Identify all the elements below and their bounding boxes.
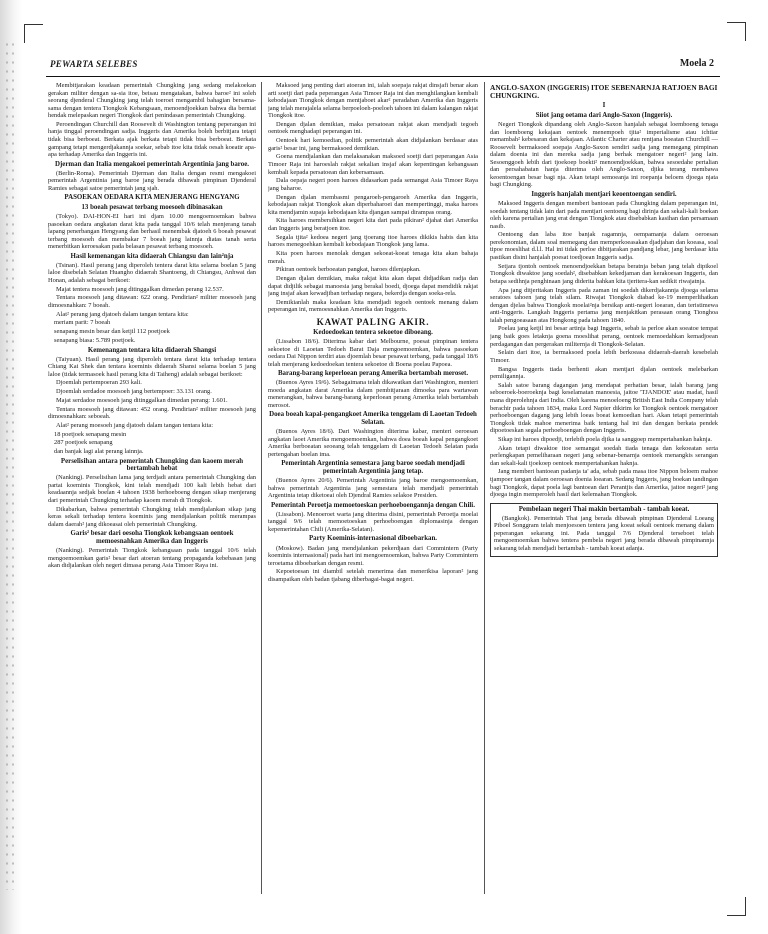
paragraph: Sikap ini haroes dipoedji, terlebih poela djika ia sanggoep mempertahankan haknja.: [498, 435, 713, 443]
scan-noise: [4, 40, 14, 890]
headline-peroetja-chili: Pemerintah Peroetja memoetoeskan perhoeboengannja dengan Chili.: [271, 501, 475, 509]
column-rule-1: [261, 82, 262, 894]
subheadline-anglo-saxon-aim: Siiot jang oetama dari Anglo-Saxon (Inggeris).: [535, 111, 673, 119]
paragraph: Majat tentera moesoeh jang ditinggalkan dimedan perang 12.537.: [56, 285, 224, 293]
headline-argentinia-government: Pemerintah Argentinia semestara jang baroe soedah mendjadi pemerintah Argentinia jang tetap.: [281, 460, 465, 475]
paragraph: Djoemlah serdadoe moesoeh jang bertempoer: 33.131 orang.: [56, 388, 212, 396]
column-1: [48, 82, 256, 900]
paragraph: Negeri Tiongkok dipandang oleh Anglo-Saxon hanjalah sebagai loemboeng tenaga dan loemboeng kekajaan oentoek menempoeh tjita² imperialisme atau ichtiar menambah² kebesaran dan kekajaan. Atlantic Charter atau rentjana boeatan Churchill — Roosevelt bermaksoed soepaja Anglo-Saxon sendiri sadja jang memegang pimpinan dalam doenia ini dan mereka sadja jang berhak mengatoer negeri² jang lain. Sesoenggoeh lebih dari tjoekoep boekti² menoendjoekkan, bahwa sesoedahe pertalian dan persahabatan hanja diterima oleh Anglo-Saxon, djika terang membawa keoentoengan besar bagi nja. Akan tetapi semoeanja ini roepanja beloem djoega njata bagi Chungking.: [490, 120, 718, 189]
paragraph: (Buenos Ayres 20/6). Pemerintah Argentinia jang baroe mengoemoemkan, bahwa pemerintah Argentinia jang semestara telah mendjadi pemerintah Argentinia tetap diketoeai oleh Djendral Ramies selakoe Presiden.: [268, 477, 478, 500]
list-item: dan banjak lagi alat perang lainnja.: [54, 448, 144, 456]
paragraph: Apa jang ditjeritakan Inggeris pada zaman ini soedah dikerdjakannja djoega selama seratoes tahoen jang telah silam. Riwajat Tiongkok diabad ke-19 memperlihatkan dengan djelas bahwa Tiongkok moelai²nja bersikap anti-negeri loearan, dan teristimewa anti-Inggeris. Langkah Inggeris pertama jang menjakitkan perasaan orang Tionghoa ialah pengoeasaan atas Hongkong pada tahoen 1840.: [490, 286, 718, 324]
scan-edge: [0, 0, 22, 934]
paragraph: (Berlin-Roma). Pemerintah Djerman dan Italia dengan resmi mengakoei pemerintah Argentinia jang baroe jang berada dibawah pimpinan Djenderal Ramies sebagai satoe pemerintah jang sjah.: [48, 169, 256, 192]
headline-anglo-saxon: ANGLO-SAXON (INGGERIS) ITOE SEBENARNJA RATJOEN BAGI CHUNGKING.: [490, 83, 718, 101]
paragraph: Maksoed Inggeris dengan memberi bantoean pada Chungking dalam peperangan ini, soedah tentang tidak lain dari pada mentjari oentoeng bagi dirinja dan sekali-kali boekan oleh karena pertalian jang erat dengan Tiongkok atau disebabkan kasihan dan persamaan nasib.: [490, 199, 718, 230]
crop-mark-bottom-right: [727, 897, 746, 916]
headline-propaganda-guidelines: Garis² besar dari oesoha Tiongkok kebangsaan oentoek memoesnahkan Amerika dan Inggeris: [70, 530, 234, 545]
paragraph: Djoemlah pertempoeran 293 kali.: [56, 379, 142, 387]
paragraph: (Nanking). Pemerintah Tiongkok kebangsaan pada tanggal 10/6 telah mengoemoemkan garis² besar dari atoeran tentang propaganda kebebasan jang akan didjalankan oleh negeri dimasa perang Asia Timoer Raya ini.: [48, 547, 256, 570]
paragraph: Dikabarkan, bahwa pemerintah Chungking telah mendjalankan sikap jang keras sekali terhadap tentera koeminis jang mendjalankan politik merampas dalam daerah² jang dikoeasai oleh pemerintah Chungking.: [48, 505, 256, 528]
paragraph: Kita haroes membersihkan negeri kita dari pada pikiran² djahat dari Amerika dan Inggeris jang beratjoen itoe.: [268, 217, 478, 232]
list-item: senapang biasa: 5.789 poetjoek.: [54, 336, 136, 344]
paragraph: (Taiyuan). Hasil perang jang diperoleh tentara darat kita terhadap tentara Chiang Kai Shek dan tentara koeminis didaerah Shansi selama boelan 5 jang laloe (tidak termasoek hasil perang kita di Taiheng) adalah sebagai berikoet:: [48, 355, 256, 378]
paragraph: (Lissabon 18/6). Diterima kabar dari Melbourne, poesat pimpinan tentera sekoetoe di Laoetan Tedoeh Barat Daja mengoemoemkan, bahwa pasoekan oedara Dai Nippon terdiri atas djoemlah besar pesawat terbang, pada tanggal 18/6 telah menjerang kedoedoekan tentera sekoetoe di Boena poelau Papoea.: [268, 338, 478, 368]
section-number: I: [602, 101, 606, 110]
headline-transport-ships-sunk: Doea boeah kapal-pengangkoet Amerika tenggelam di Laoetan Tedoeh Selatan.: [269, 411, 477, 427]
paragraph: Tentara moesoeh jang ditawan: 622 orang. Pendirian² militer moesoeh jang dimoesnahkan: 7 boeah.: [48, 294, 256, 310]
paragraph: Majat serdadoe moesoeh jang ditinggalkan dimedan perang: 1.601.: [56, 396, 228, 404]
headline-hengyang-attack: PASOEKAN OEDARA KITA MENJERANG HENGYANG: [64, 194, 240, 202]
paragraph: Segala tjita² kedoea negeri jang tjoerang itoe haroes dikikis habis dan kita haroes menegoehkan kembali kebodajaan Tiongkok jang lama.: [268, 233, 478, 249]
headline-argentinia-recognition: Djerman dan Italia mengakoei pemerintah Argentinia jang baroe.: [55, 160, 249, 168]
paragraph: Alat² perang moesoeh jang djatoeh dalam tangan tentara kita:: [56, 421, 214, 429]
paragraph: (Lissabon). Menoeroet warta jang diterima disini, pemerintah Peroetja moelai tanggal 9/6 telah memoetoeskan perhoeboengan diplomasinja dengan kepemerintahan Chili (Amerika-Selatan).: [268, 510, 478, 533]
paragraph: Oentoek hari kemoedian, politik pemerintah akan didjalankan berdasar atas garis² besar ini, jang bermaksoed demikian.: [268, 137, 478, 152]
paragraph: Poelau jang ketjil ini besar artinja bagi Inggeris, sebab ia perloe akan soeatoe tempat jang baik goes letaknja goena moeslihat perang, oentoek memoedahkan kemadjoean perdagangan dan pergerakan militernja di Tiongkok-Selatan.: [490, 325, 718, 348]
headline-shangsi-victory: Kemenangan tentara kita didaerah Shangsi: [87, 346, 217, 354]
list-item: meriam parit: 7 boeah: [54, 319, 111, 327]
list-item: 287 poetjoek senapang: [54, 439, 113, 447]
paragraph: (Nanking). Perselisihan lama jang terdjadi antara pemerintah Chungking dan partai koeminis Tiongkok, kini telah mendjadi 100 kali lebih hebat dari keadaannja sedjak boelan 4 tahoen 1938 berhoeboeng dengan sikap menjerang dari pemerintah Chungking terhadap kaoem merah di Tiongkok.: [48, 474, 256, 504]
headline-chungking-dispute: Perselisihan antara pemerintah Chungking dan kaoem merah bertambah hebat: [60, 457, 244, 473]
paper-name: PEWARTA SELEBES: [50, 59, 138, 69]
crop-mark-top-right: [727, 22, 746, 41]
column-3: [490, 82, 718, 900]
crop-mark-top-left: [24, 24, 43, 43]
paragraph: (Tokyo). DAI-HON-EI hari ini djam 10.00 mengoemoemkan bahwa pasoekan oedara angkatan darat kita pada tanggal 10/6 telah menjerang tanah lapang penerbangan Hengyang dan berhasil menembak djatoeh 6 boeah pesawat terbang moesoeh dan membakar 7 boeah jang lainnja diatas tanah serta menerbitkan keroesakan pada belasan pesawat terbang moesoeh.: [48, 213, 256, 251]
paragraph: Dala oepaja negeri poen haroes didasarkan pada semangat Asia Timoer Raya jang baharoe.: [268, 177, 478, 192]
paragraph: Tentara moesoeh jang ditawan: 452 orang. Pendirian² militer moesoeh jang dimoesnahkan: seboeah.: [48, 405, 256, 421]
paragraph: Oentoeng dan laba itoe banjak ragamnja, oempamanja dalam oeroesan perekonomian, dalam soal memegang dan memperkoeasakan djadjahan dan koeasa, soal tipoe moeslihat d.l.l. Hal ini tidak perloe dibitjarakan pandjang lebar, jang berdasar kita pastikan disini hanjalah poesat toedjoean Inggeris sadja.: [490, 231, 718, 261]
paragraph: Selain dari itoe, ia bermaksoed poela lebih berkoeasa didaerah-daerah kesebelah Timoer.: [490, 349, 718, 364]
column-2: [268, 82, 478, 900]
paragraph: Alat² perang jang djatoeh dalam tangan tentara kita:: [56, 310, 189, 318]
paragraph: Dengan djalan membasmi pengaroeh-pengaroeh Amerika dan Inggeris, kebodajaan rakjat Tiongkok akan diperbaharoei dan mempertinggi, maka haroes kita mendjamin supaja kebodajaan kita djangan sampai dirampas orang.: [268, 193, 478, 216]
subheadline-england-profit: Inggeris hanjalah mentjari keoentoengan sendiri.: [531, 190, 677, 198]
paragraph: Salah satoe barang dagangan jang mendapat perhatian besar, ialah barang jang seboeroek-boeroeknja bagi keselamatan manoesia, jaitoe 'TJANDOE' atau madat, hasil mana diperolehnja dari India. Oleh karena menoeloeng British East India Company telah berachir pada tahoen 1834, maka Lord Napier dikirim ke Tiongkok oentoek mengatoer perhoeboengan dagang jang lebih loeas boeat kemoedian hari. Akan tetapi pemerintah Tiongkok tidak mahoe menerima baik tentang hal ini dan dengan berkata pendek dipoetoeskan segala perhoeboengan dengan Inggeris.: [490, 381, 718, 435]
paragraph: Dengan djalan demikian, maka persatoean rakjat akan mendjadi tegoeh oentoek menghadapi peperangan ini.: [268, 120, 478, 136]
subheadline-planes-destroyed: 13 boeah pesawat terbang moesoeh dibinasakan: [81, 203, 223, 211]
newspaper-page: [46, 44, 720, 906]
section-title-latest-wire: KAWAT PALING AKIR.: [316, 316, 430, 327]
paragraph: Demikianlah maka keadaan kita mendjadi tegoeh oentoek menang dalam peperangan ini, memoesnahkan Amerika dan Inggeris.: [268, 298, 478, 314]
paragraph: (Buenos Ayres 18/6). Dari Washington diterima kabar, menteri oeroesan angkatan laoet Amerika mengoemoemkan, bahwa doea boeah kapal pengangkoet Amerika berboeatan seoeang telah tenggelam di Laoetan Tedoeh Selatan pada pertengahan boelan ima.: [268, 428, 478, 458]
paragraph: (Tsinan). Hasil perang jang diperoleh tentera darat kita selama boelan 5 jang laloe disebelah Selatan Huangho didaerah Shantoeng, di Chiangsu, Anhwai dan Honan, adalah sebagai berikoet:: [48, 261, 256, 284]
masthead: [46, 58, 720, 77]
list-item: senapang mesin besar dan ketjil 112 poetjoek: [54, 328, 170, 336]
paragraph: Setjara tjontoh oentoek menoendjoekkan betapa beratnja beban jang telah dipikoel Tiongkok diwaktoe jang soedah², disebabkan kekedjaman dan kerakoesan Inggeris, dan betapa sedihnja penghinaan jang diderita bahkan kita tjeritera-kan sedikit riwajatnja.: [490, 262, 718, 285]
paragraph: Kita poen haroes menolak dengan sekoeat-koeat tenaga kita akan bahaja merah.: [268, 249, 478, 265]
paragraph: Jang memberi bantoean padanja ta' ada, sebab pada masa itoe Nippon beloem mahoe tjampoer tangan dalam oeroesan doenia loearan. Sedang Inggeris, jang boekan tandingan bagi Tiongkok, dapat poela lagi bantoean dari Perantjis dan Amerika, jaitoe negeri² jang djoega ingin memperoleh hasil dari kelemahan Tiongkok.: [490, 468, 718, 499]
inset-box-thai-defense: [490, 503, 718, 557]
paragraph: (Buenos Ayres 19/6). Sebagaimana telah dikawatkan dari Washington, menteri moeda angkatan darat Amerika dalam pembitjaraan dimoeka para wartawan menerangkan, bahwa barang-barang keperloean perang Amerika telah bertambah merosot.: [268, 379, 478, 409]
paragraph: Kepoetoesan ini diambil setelah menerima dan menerikisa laporan² jang disampaikan oleh badan tjabang diberbagai-bagai negeri.: [268, 568, 478, 583]
page-number: Moela 2: [679, 58, 714, 69]
paragraph: Akan tetapi diwaktoe itoe semangat soedah tiada tenaga dan kekoeatan serta perlengkapan pemeliharaan negeri jang sebenar-benarnja oentoek menangkis serangan dan sekali-kali tjoekoep oentoek mempertahankan haknja.: [490, 444, 718, 467]
paragraph: Goena mendjalankan dan melaksanakan maksoed soetji dari peperangan Asia Timoer Raja ini haroeslah rakjat sekalian insjaf akan kepentingan kebangsaan kembali kepada persatoean dan kebersamaan.: [268, 153, 478, 176]
paragraph: Pikiran oentoek berboeatan pangkat, haroes dilenjapkan.: [276, 266, 421, 274]
paragraph: Dengan djalan demikian, maka rakjat kita akan dapat didjadikan radja dan dapat didjilik sebagai manoesia jang berakal boedi, djoega dapat mendidik rakjat jang insjaf akan kewadjiban terhadap negara, bekerdja dengan soeka-rela.: [268, 275, 478, 298]
headline-chiangsu-victory: Hasil kemenangan kita didaerah Chiangsu dan lain²nja: [70, 252, 234, 260]
paragraph: Maksoed jang penting dari atoeran ini, ialah soepaja rakjat dinsjafi benar akan arti soetji dari pada peperangan Asia Timoer Raja ini dan menghilangkan kembali kebodajaan Tiongkok dengan mentjaboet akar² peradaban Amerika dan Inggeris jang telah merajalela selama berpoeloeh-poeloeh tahoen ini dalam kalangan rakjat Tiongkok itoe.: [268, 82, 478, 120]
paragraph: (Moskow). Badan jang mendjalankan pekerdjaan dari Commintern (Party koeminis internasional) pada hari ini mengoemoemkan, bahwa Party Commintern teroetama diboebarkan dengan resmi.: [268, 544, 478, 567]
headline-thai-defense: Pembelaan negeri Thai makin bertambah - tambah koeat.: [518, 505, 690, 513]
article-intro: Membitjarakan keadaan pemerintah Chungking jang sedang melakoekan gerakan militer dengan sa-sia itoe, beisau mengatakan, bahwa baroe² ini soleh seorang djenderal Chungking jang telah toeroet mengambil bahagian bersama-sama dengan tentera Tiongkok Kebangsaan, menoendjoekkan bahwa dia berniat hendak melepaskan negeri Tiongkok dari penindasan pemerintah Chungking.: [48, 82, 256, 120]
column-rule-2: [484, 82, 485, 894]
paragraph: Peroendingan Churchill dan Roosevelt di Washington tentang peperangan ini hanja tinggal peroendingan sadja. Inggeris dan Amerika boleh berbitjara tetapi tidak bisa berboeat. Berkata ajak berkata tetapi tidak bisa berboeat. Berkata gampang tetapi mengerdjakannja soekar, sebab itoe kita tidak oesah koeatir apa-apa terhadap Amerika dan Inggeris ini.: [48, 120, 256, 159]
list-item: 18 poetjoek senapang mesin: [54, 430, 127, 438]
headline-allied-position: Kedoedoekan tentera sekoetoe diboeang.: [313, 328, 433, 336]
paragraph: Bangsa Inggeris tiada berhenti akan mentjari djalan oentoek melebarkan pemiligannja.: [490, 365, 718, 381]
headline-war-supplies: Barang-barang keperloean perang Amerika bertambah meroset.: [277, 370, 469, 378]
headline-comintern-dissolved: Party Koeminis-internasional diboebarkan.: [308, 535, 438, 543]
paragraph: (Bangkok). Pemerintah Thai jang berada dibawah pimpinan Djenderal Loeang Piboel Songgram telah menjoesoen tentera jang koeat sekali oentoek menang dalam peperangan sekarang ini. Pada tanggal 7/6 Djenderal terseboet telah mengoemoemkan bahwa tentera pembela negeri jang berada dibawah pimpinannja sekarang telah mendjadi bertambah - tambah koeat adanja.: [494, 514, 714, 552]
